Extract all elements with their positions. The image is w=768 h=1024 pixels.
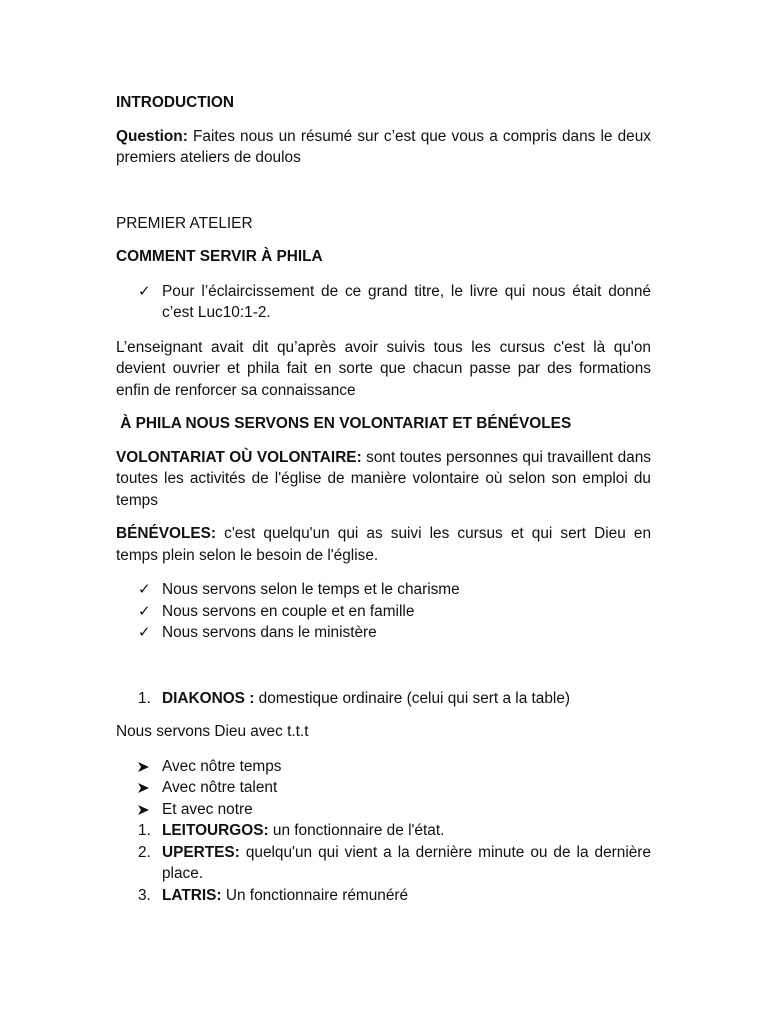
numbered-list-2: [116, 820, 651, 906]
check-mark-icon: ✓: [138, 282, 151, 300]
list-number: 1.: [138, 689, 151, 707]
arrowhead-bullet-icon: [138, 777, 158, 793]
numbered-list-1: [116, 688, 651, 710]
list-item: [116, 777, 651, 799]
atelier-title: PREMIER ATELIER: [116, 214, 253, 232]
list-item: [116, 885, 651, 907]
list-item: [116, 281, 651, 324]
question-paragraph: [116, 126, 651, 169]
benevoles-label: BÉNÉVOLES:: [116, 525, 217, 542]
list-item-text: quelqu'un qui vient a la dernière minute ou de la dernière place.: [162, 843, 651, 882]
list-item-text: Un fonctionnaire rémunéré: [221, 886, 409, 904]
list-item-text: un fonctionnaire de l'état.: [268, 822, 445, 839]
list-item-text: Avec nôtre temps: [162, 757, 282, 775]
list-number: 3.: [138, 886, 151, 904]
list-item: [116, 820, 651, 842]
list-number: 2.: [138, 843, 151, 861]
heading-volontariat: À PHILA NOUS SERVONS EN VOLONTARIAT ET BÉNÉVOLES: [116, 415, 572, 432]
check-mark-icon: ✓: [138, 602, 151, 620]
list-item-text: Et avec notre: [162, 800, 253, 818]
ttt-line: Nous servons Dieu avec t.t.t: [116, 723, 309, 740]
list-item: [116, 579, 651, 601]
list-item-text: Avec nôtre talent: [162, 779, 278, 796]
volontariat-paragraph: [116, 447, 651, 512]
check-mark-icon: ✓: [138, 624, 151, 641]
question-label: Question:: [116, 127, 188, 145]
check-list-2: [116, 579, 651, 644]
list-item-text: domestique ordinaire (celui qui sert a la table): [254, 689, 571, 707]
arrowhead-bullet-icon: [138, 756, 158, 772]
list-item-label: LEITOURGOS:: [162, 822, 269, 839]
benevoles-paragraph: [116, 523, 651, 566]
list-item-text: Nous servons dans le ministère: [162, 624, 377, 641]
list-item: [116, 799, 651, 821]
volontariat-text: sont toutes personnes qui travaillent dans toutes les activités de l'église de manière volontaire où selon son emploi du temps: [116, 448, 651, 509]
list-item-text: Nous servons en couple et en famille: [162, 602, 415, 620]
document-page: [116, 92, 651, 906]
list-number: 1.: [138, 822, 151, 839]
check-mark-icon: ✓: [138, 581, 151, 598]
list-item-text: Pour l’éclaircissement de ce grand titre, le livre qui nous était donné c’est Luc10:1-2.: [162, 282, 651, 321]
check-list-1: [116, 281, 651, 324]
list-item-text: Nous servons selon le temps et le charisme: [162, 581, 460, 598]
list-item: [116, 688, 651, 710]
section-title: COMMENT SERVIR À PHILA: [116, 248, 323, 265]
question-text: Faites nous un résumé sur c’est que vous a compris dans le deux premiers ateliers de doulos: [116, 127, 651, 166]
volontariat-label: VOLONTARIAT OÙ VOLONTAIRE:: [116, 448, 362, 466]
list-item: [116, 842, 651, 885]
benevoles-text: c'est quelqu'un qui as suivi les cursus et qui sert Dieu en temps plein selon le besoin de l'église.: [116, 525, 651, 564]
list-item: [116, 756, 651, 778]
list-item: [116, 622, 651, 644]
list-item-label: DIAKONOS :: [162, 689, 255, 707]
heading-introduction: INTRODUCTION: [116, 94, 234, 111]
list-item: [116, 601, 651, 623]
arrow-list: [116, 756, 651, 821]
list-item-label: UPERTES:: [162, 843, 240, 861]
list-item-label: LATRIS:: [162, 886, 222, 904]
arrowhead-bullet-icon: [138, 799, 158, 815]
enseignant-paragraph: L’enseignant avait dit qu’après avoir suivis tous les cursus c'est là qu'on devient ouvrier et phila fait en sorte que chacun passe par des formations enfin de renforcer sa connaissance: [116, 338, 651, 399]
